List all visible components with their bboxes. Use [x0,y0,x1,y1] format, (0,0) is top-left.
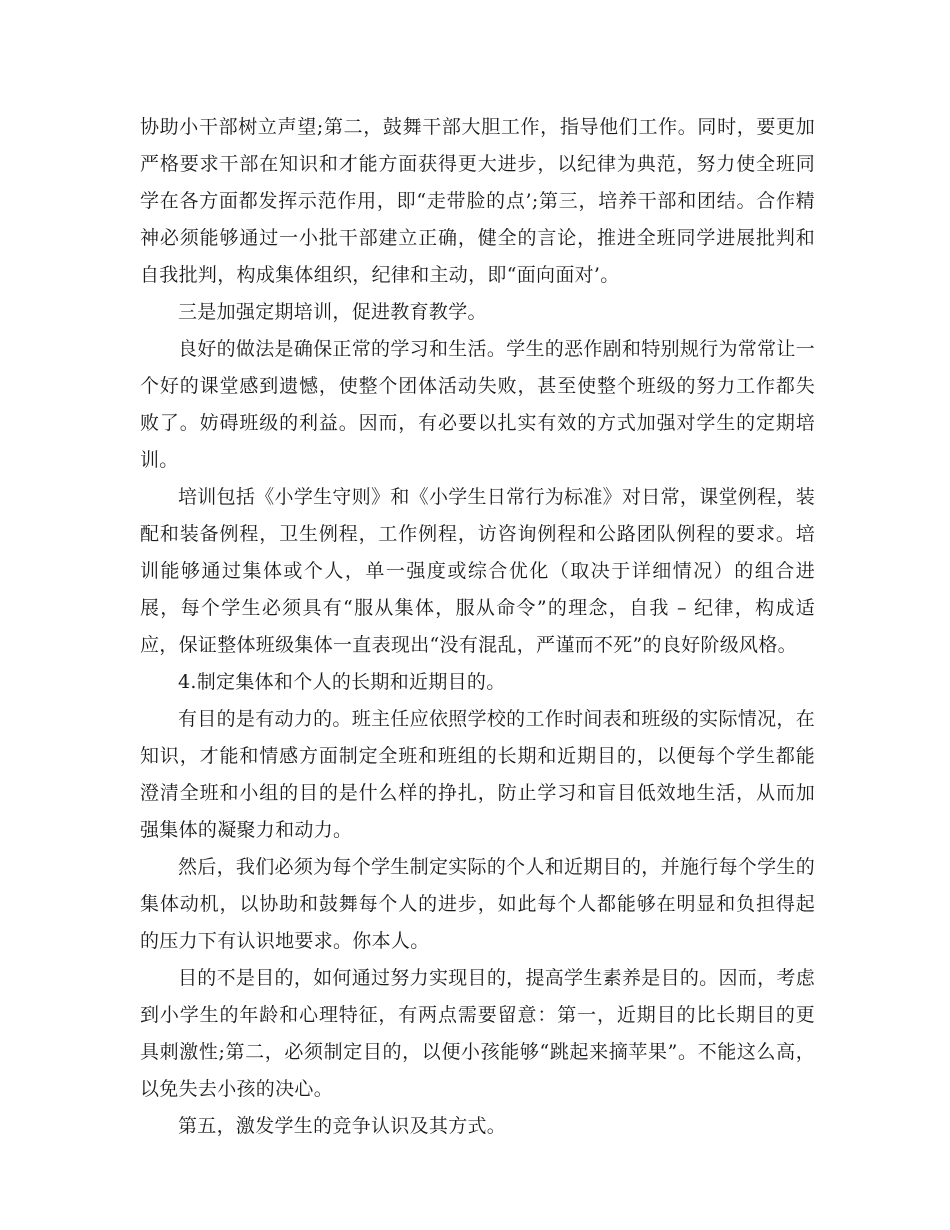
paragraph: 目的不是目的，如何通过努力实现目的，提高学生素养是目的。因而，考虑到小学生的年龄和心理特征，有两点需要留意：第一，近期目的比长期目的更具刺激性;第二，必须制定目的，以便小孩能够“跳起来摘苹果”。不能这么高，以免失去小孩的决心。 [140,967,815,1100]
document-body [140,109,815,1145]
paragraph: 培训包括《小学生守则》和《小学生日常行为标准》对日常，课堂例程，装配和装备例程，卫生例程，工作例程，访咨询例程和公路团队例程的要求。培训能够通过集体或个人，单一强度或综合优化（取决于详细情况）的组合进展，每个学生必须具有“服从集体，服从命令”的理念，自我 – 纪律，构成适应，保证整体班级集体一直表现出“没有混乱，严谨而不死”的良好阶级风格。 [140,486,815,656]
paragraph: 良好的做法是确保正常的学习和生活。学生的恶作剧和特别规行为常常让一个好的课堂感到遗憾，使整个团体活动失败，甚至使整个班级的努力工作都失败了。妨碍班级的利益。因而，有必要以扎实有效的方式加强对学生的定期培训。 [140,338,815,471]
paragraph-heading-five: 第五，激发学生的竞争认识及其方式。 [178,1115,507,1137]
paragraph: 有目的是有动力的。班主任应依照学校的工作时间表和班级的实际情况，在知识，才能和情感方面制定全班和班组的长期和近期目的，以便每个学生都能澄清全班和小组的目的是什么样的挣扎，防止学习和盲目低效地生活，从而加强集体的凝聚力和动力。 [140,708,815,841]
paragraph-continuation: 协助小干部树立声望;第二，鼓舞干部大胆工作，指导他们工作。同时，要更加严格要求干部在知识和才能方面获得更大进步，以纪律为典范，努力使全班同学在各方面都发挥示范作用，即“走带脸的点’;第三，培养干部和团结。合作精神必须能够通过一小批干部建立正确，健全的言论，推进全班同学进展批判和自我批判，构成集体组织，纪律和主动，即“面向面对’。 [140,116,815,286]
paragraph-heading-three: 三是加强定期培训，促进教育教学。 [178,301,487,323]
paragraph-heading-four: 4.制定集体和个人的长期和近期目的。 [178,671,506,693]
paragraph: 然后，我们必须为每个学生制定实际的个人和近期目的，并施行每个学生的集体动机，以协助和鼓舞每个人的进步，如此每个人都能够在明显和负担得起的压力下有认识地要求。你本人。 [140,856,815,952]
